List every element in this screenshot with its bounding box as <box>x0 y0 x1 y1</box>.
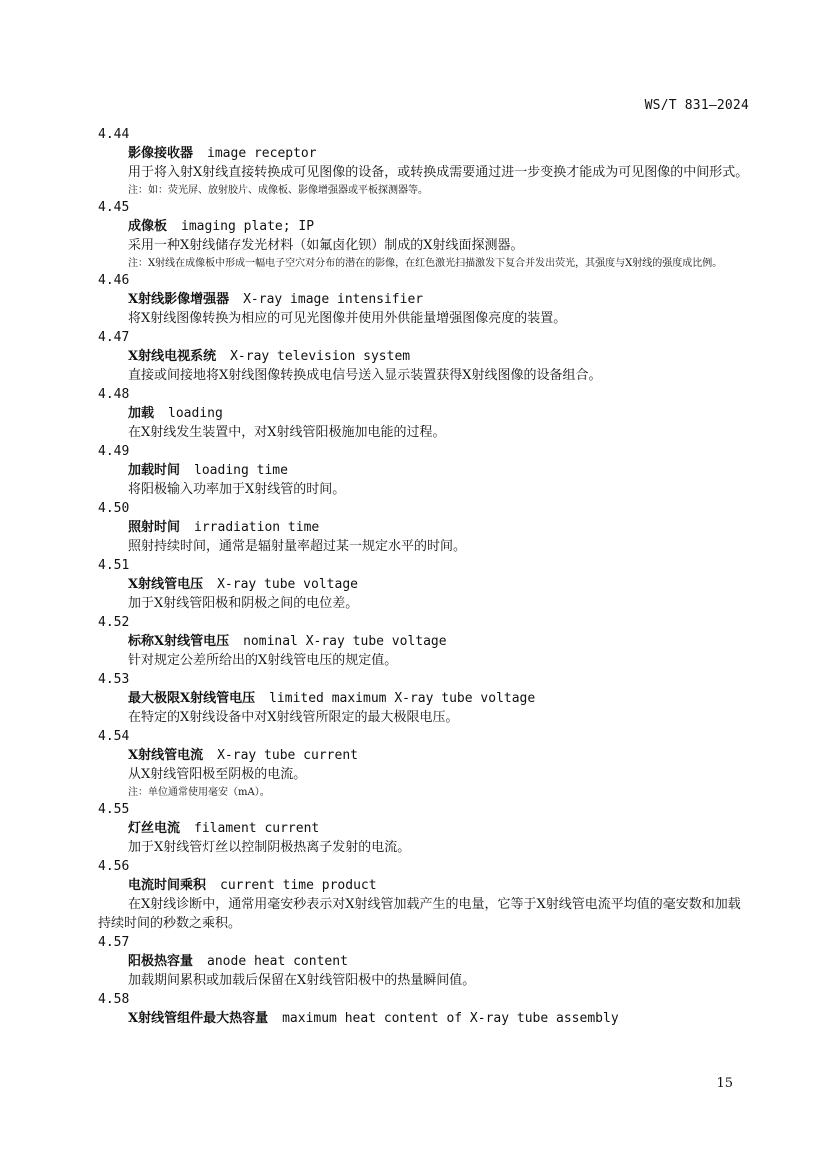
term-number: 4.49 <box>98 444 130 459</box>
term-chinese: 照射时间 <box>128 520 181 535</box>
term-english: current time product <box>220 878 377 893</box>
term-definition: 将阳极输入功率加于X射线管的时间。 <box>128 482 346 497</box>
term-number: 4.47 <box>98 330 130 345</box>
term-english: image receptor <box>207 146 317 161</box>
term-english: maximum heat content of X-ray tube assembly <box>282 1011 619 1026</box>
term-chinese: X射线影像增强器 <box>128 292 230 307</box>
term-entry <box>98 933 750 990</box>
term-entry <box>98 613 750 670</box>
term-english: loading time <box>194 463 288 478</box>
term-definition: 采用一种X射线储存发光材料（如氟卤化钡）制成的X射线面探测器。 <box>128 238 524 253</box>
term-entry <box>98 442 750 499</box>
term-definition: 在X射线发生装置中，对X射线管阳极施加电能的过程。 <box>128 425 446 440</box>
term-heading <box>98 461 750 480</box>
term-heading <box>98 1009 750 1028</box>
term-definition: 将X射线图像转换为相应的可见光图像并使用外供能量增强图像亮度的装置。 <box>128 311 567 326</box>
term-chinese: X射线电视系统 <box>128 349 217 364</box>
term-number: 4.51 <box>98 558 130 573</box>
term-chinese: 影像接收器 <box>128 146 194 161</box>
term-definition: 直接或间接地将X射线图像转换成电信号送入显示装置获得X射线图像的设备组合。 <box>128 368 602 383</box>
term-number: 4.58 <box>98 992 130 1007</box>
term-english: loading <box>168 406 223 421</box>
term-chinese: 成像板 <box>128 219 168 234</box>
term-entry <box>98 857 750 933</box>
term-heading <box>98 575 750 594</box>
term-chinese: X射线管电压 <box>128 577 204 592</box>
term-note: 注：如：荧光屏、放射胶片、成像板、影像增强器或平板探测器等。 <box>128 185 428 196</box>
term-heading <box>98 746 750 765</box>
term-entry <box>98 328 750 385</box>
term-number: 4.56 <box>98 859 130 874</box>
term-chinese: 加载时间 <box>128 463 181 478</box>
term-number: 4.44 <box>98 127 130 142</box>
term-english: X-ray tube current <box>217 748 358 763</box>
term-number: 4.52 <box>98 615 130 630</box>
term-english: anode heat content <box>207 954 348 969</box>
term-heading <box>98 632 750 651</box>
term-heading <box>98 144 750 163</box>
term-definition: 照射持续时间，通常是辐射量率超过某一规定水平的时间。 <box>128 539 467 554</box>
term-definition: 在X射线诊断中，通常用毫安秒表示对X射线管加载产生的电量，它等于X射线管电流平均值的毫安数和加载持续时间的秒数之乘积。 <box>98 897 741 931</box>
term-english: X-ray image intensifier <box>243 292 424 307</box>
term-heading <box>98 404 750 423</box>
term-heading <box>98 819 750 838</box>
term-heading <box>98 518 750 537</box>
term-heading <box>98 217 750 236</box>
term-number: 4.55 <box>98 802 130 817</box>
term-note: 注：单位通常使用毫安（mA）。 <box>128 787 270 798</box>
term-entry <box>98 800 750 857</box>
term-chinese: 加载 <box>128 406 155 421</box>
term-english: limited maximum X-ray tube voltage <box>269 691 536 706</box>
term-heading <box>98 876 750 895</box>
term-english: imaging plate; IP <box>181 219 315 234</box>
term-english: nominal X-ray tube voltage <box>243 634 447 649</box>
term-chinese: 电流时间乘积 <box>128 878 207 893</box>
term-definition: 加载期间累积或加载后保留在X射线管阳极中的热量瞬间值。 <box>128 973 476 988</box>
term-entry <box>98 556 750 613</box>
term-heading <box>98 689 750 708</box>
term-chinese: 灯丝电流 <box>128 821 181 836</box>
term-entry <box>98 125 750 198</box>
term-definition: 用于将入射X射线直接转换成可见图像的设备，或转换成需要通过进一步变换才能成为可见图像的中间形式。 <box>128 165 749 180</box>
term-number: 4.54 <box>98 729 130 744</box>
term-number: 4.50 <box>98 501 130 516</box>
term-number: 4.45 <box>98 200 130 215</box>
term-number: 4.48 <box>98 387 130 402</box>
term-number: 4.46 <box>98 273 130 288</box>
term-heading <box>98 952 750 971</box>
term-definition: 加于X射线管阳极和阴极之间的电位差。 <box>128 596 359 611</box>
term-heading <box>98 290 750 309</box>
document-code: WS/T 831—2024 <box>644 98 749 113</box>
page-number: 15 <box>716 1076 733 1091</box>
term-note: 注：X射线在成像板中形成一幅电子空穴对分布的潜在的影像，在红色激光扫描激发下复合并发出荧光，其强度与X射线的强度成比例。 <box>128 258 723 269</box>
term-english: irradiation time <box>194 520 320 535</box>
term-chinese: 阳极热容量 <box>128 954 194 969</box>
term-chinese: 最大极限X射线管电压 <box>128 691 256 706</box>
term-entry <box>98 727 750 800</box>
term-number: 4.57 <box>98 935 130 950</box>
term-entry <box>98 499 750 556</box>
term-definition: 针对规定公差所给出的X射线管电压的规定值。 <box>128 653 398 668</box>
term-heading <box>98 347 750 366</box>
term-chinese: 标称X射线管电压 <box>128 634 230 649</box>
term-english: X-ray television system <box>230 349 411 364</box>
term-english: X-ray tube voltage <box>217 577 358 592</box>
term-english: filament current <box>194 821 320 836</box>
term-chinese: X射线管电流 <box>128 748 204 763</box>
term-entry <box>98 385 750 442</box>
term-entry <box>98 198 750 271</box>
term-definition: 在特定的X射线设备中对X射线管所限定的最大极限电压。 <box>128 710 459 725</box>
terms-list <box>98 125 750 1028</box>
term-chinese: X射线管组件最大热容量 <box>128 1011 269 1026</box>
term-definition: 加于X射线管灯丝以控制阴极热离子发射的电流。 <box>128 840 411 855</box>
term-entry <box>98 670 750 727</box>
term-definition: 从X射线管阳极至阴极的电流。 <box>128 767 307 782</box>
term-entry <box>98 271 750 328</box>
term-number: 4.53 <box>98 672 130 687</box>
term-entry <box>98 990 750 1028</box>
